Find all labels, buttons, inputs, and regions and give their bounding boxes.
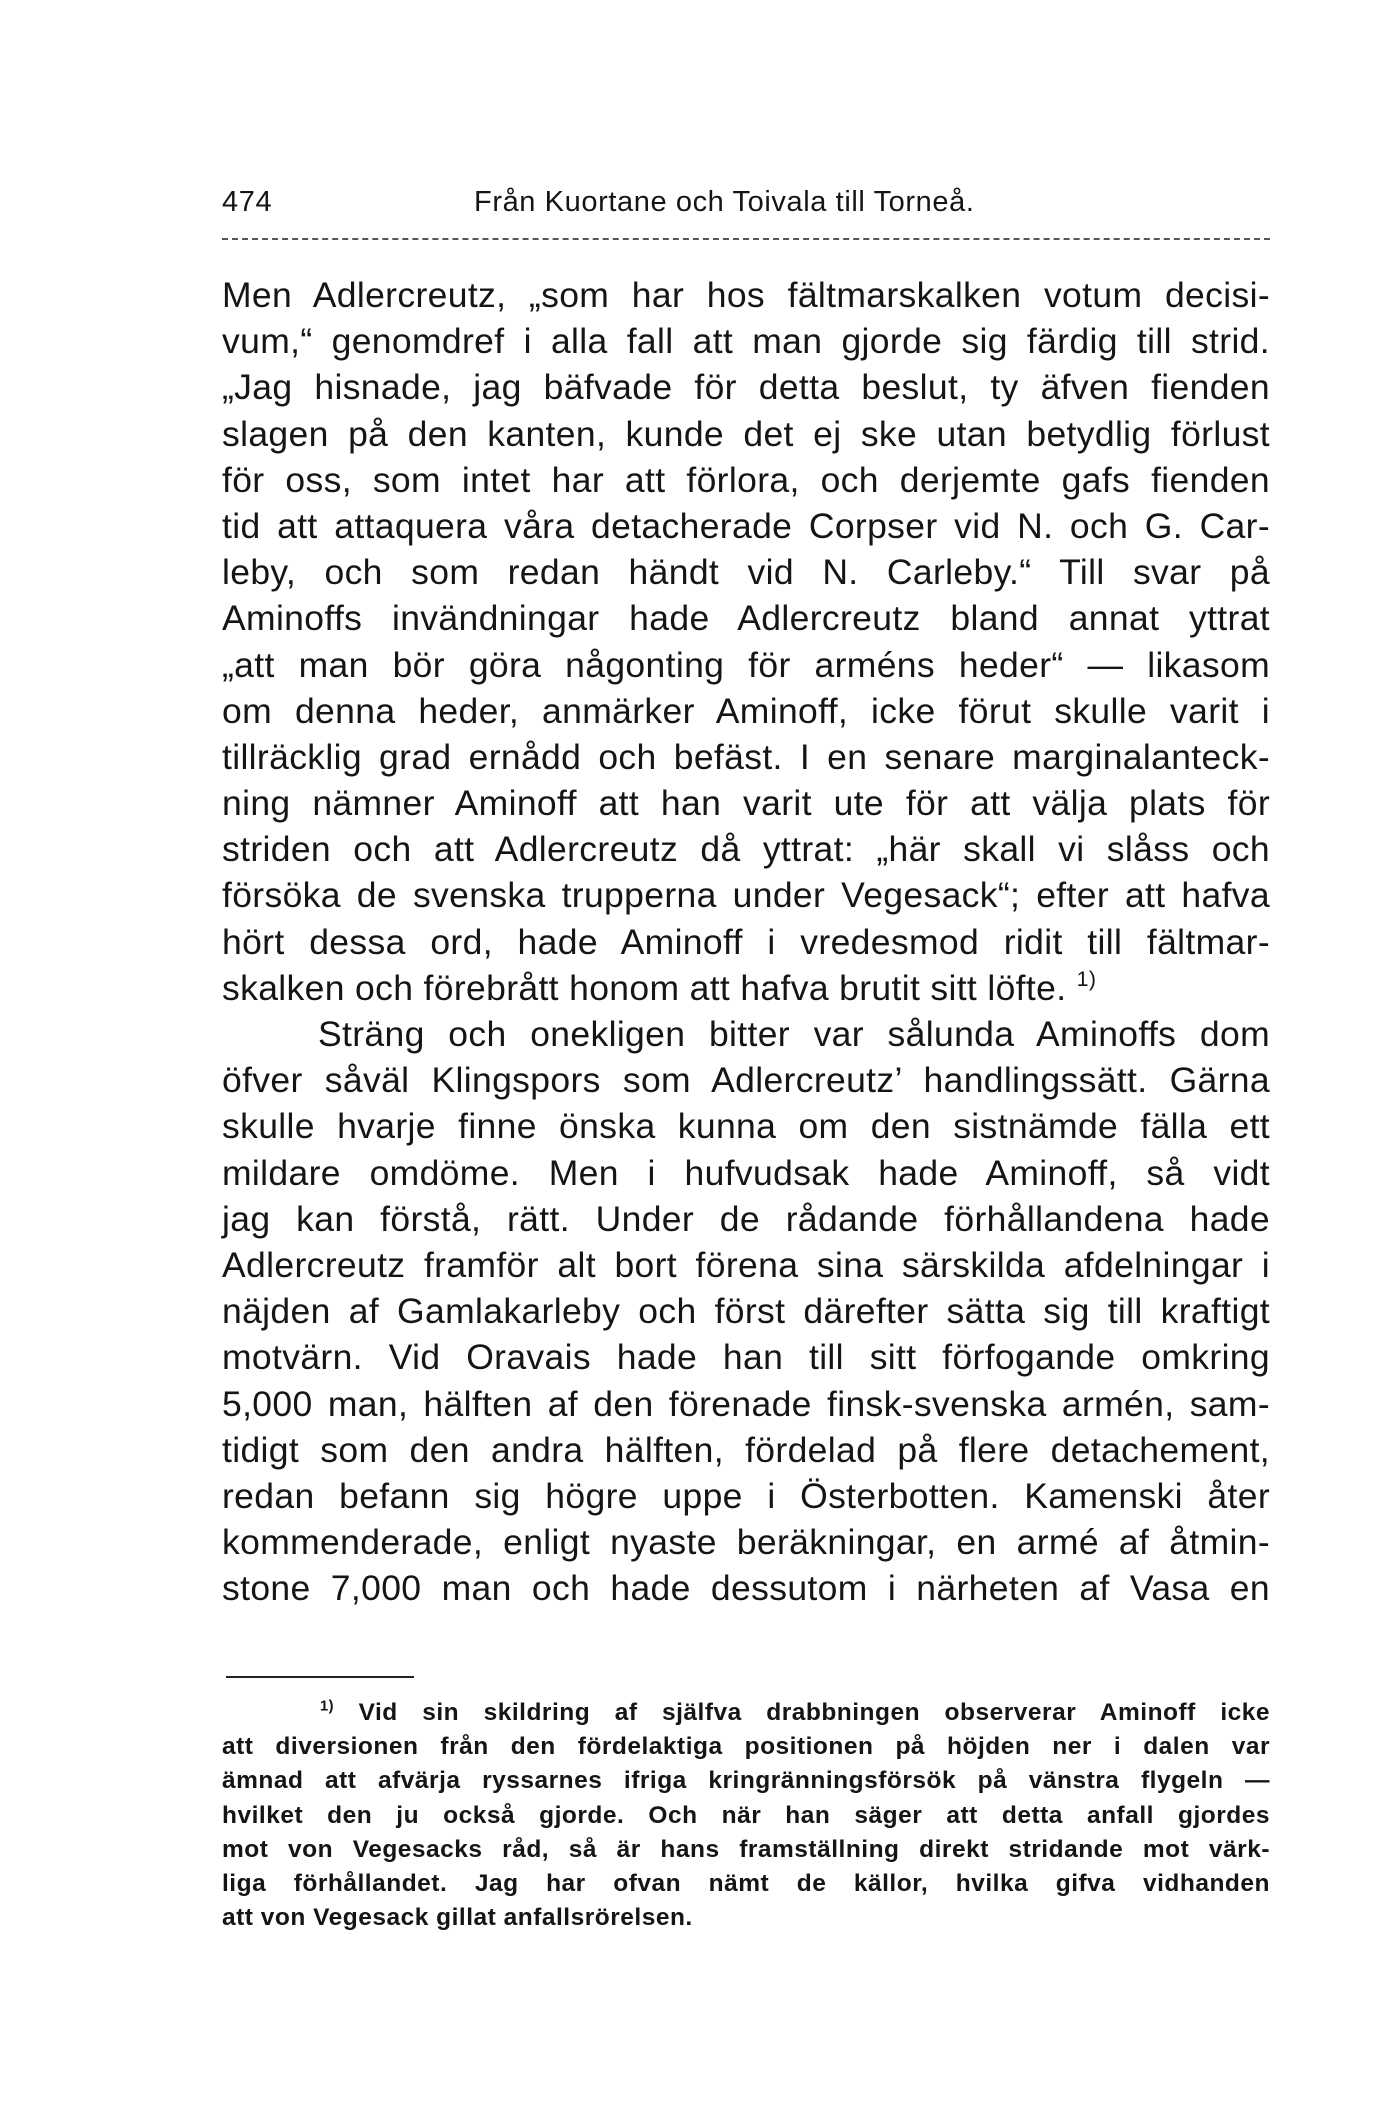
- page-number: 474: [222, 186, 273, 218]
- footnote-line: Vid sin skildring af själfva drabbningen observerar Aminoff icke: [358, 1699, 1271, 1726]
- text-line: slagen på den kanten, kunde det ej ske utan betydlig förlust: [222, 413, 1270, 454]
- text-line: skulle hvarje finne önska kunna om den sistnämde fälla ett: [222, 1106, 1270, 1147]
- text-line: tidigt som den andra hälften, fördelad på flere detachement,: [222, 1429, 1270, 1470]
- text-line: kommenderade, enligt nyaste beräkningar, en armé af åtmin-: [222, 1522, 1270, 1563]
- main-text: [222, 272, 1270, 1611]
- text-line: öfver såväl Klingspors som Adlercreutz’ handlingssätt. Gärna: [222, 1060, 1270, 1101]
- footnote: [222, 1696, 1270, 1935]
- text-line: vum,“ genomdref i alla fall att man gjorde sig färdig till strid.: [222, 321, 1270, 362]
- text-line: redan befann sig högre uppe i Österbotten. Kamenski åter: [222, 1475, 1270, 1516]
- text-line: „att man bör göra någonting för arméns heder“ — likasom: [222, 644, 1270, 685]
- footnote-line: att diversionen från den fördelaktiga positionen på höjden ner i dalen var: [222, 1733, 1270, 1761]
- text-line: stone 7,000 man och hade dessutom i närheten af Vasa en: [222, 1568, 1270, 1609]
- text-line: „Jag hisnade, jag bäfvade för detta beslut, ty äfven fienden: [222, 367, 1270, 408]
- footnote-line: mot von Vegesacks råd, så är hans framställning direkt stridande mot värk-: [222, 1835, 1270, 1863]
- text-line: ning nämner Aminoff att han varit ute för att välja plats för: [222, 783, 1270, 824]
- running-title: Från Kuortane och Toivala till Torneå.: [474, 186, 975, 218]
- text-line: leby, och som redan händt vid N. Carleby.“ Till svar på: [222, 552, 1270, 593]
- text-line: striden och att Adlercreutz då yttrat: „här skall vi slåss och: [222, 829, 1270, 870]
- footnote-reference: 1): [1076, 966, 1097, 991]
- footnote-marker: 1): [320, 1698, 335, 1715]
- text-line: Aminoffs invändningar hade Adlercreutz bland annat yttrat: [222, 598, 1270, 639]
- text-line: 5,000 man, hälften af den förenade finsk-svenska armén, sam-: [222, 1383, 1270, 1424]
- text-line: tillräcklig grad ernådd och befäst. I en senare marginalanteck-: [222, 736, 1270, 777]
- text-line: jag kan förstå, rätt. Under de rådande förhållandena hade: [222, 1198, 1270, 1239]
- text-line: mildare omdöme. Men i hufvudsak hade Aminoff, så vidt: [222, 1152, 1270, 1193]
- text-line: om denna heder, anmärker Aminoff, icke förut skulle varit i: [222, 690, 1270, 731]
- text-line: försöka de svenska trupperna under Vegesack“; efter att hafva: [222, 875, 1270, 916]
- footnote-line: hvilket den ju också gjorde. Och när han säger att detta anfall gjordes: [222, 1801, 1270, 1829]
- footnote-line: ämnad att afvärja ryssarnes ifriga kringränningsförsök på vänstra flygeln —: [222, 1767, 1270, 1795]
- text-line: Men Adlercreutz, „som har hos fältmarskalken votum decisi-: [222, 275, 1270, 315]
- text-line: Adlercreutz framför alt bort förena sina särskilda afdelningar i: [222, 1244, 1270, 1285]
- text-line: för oss, som intet har att förlora, och derjemte gafs fienden: [222, 459, 1270, 500]
- footnote-line: att von Vegesack gillat anfallsrörelsen.: [222, 1904, 693, 1932]
- footnote-first-line: [222, 1696, 1270, 1730]
- text-line-with-note: [222, 965, 1270, 1011]
- text-line: skalken och förebrått honom att hafva brutit sitt löfte.: [222, 967, 1067, 1008]
- paragraph-start-line: Sträng och onekligen bitter var sålunda Aminoffs dom: [318, 1014, 1270, 1054]
- text-line: näjden af Gamlakarleby och först därefter sätta sig till kraftigt: [222, 1291, 1270, 1332]
- text-line: hört dessa ord, hade Aminoff i vredesmod ridit till fältmar-: [222, 921, 1270, 962]
- header-divider: [222, 238, 1270, 240]
- footnote-line: liga förhållandet. Jag har ofvan nämt de källor, hvilka gifva vidhanden: [222, 1869, 1270, 1897]
- footnote-divider: [226, 1676, 414, 1678]
- text-line: motvärn. Vid Oravais hade han till sitt förfogande omkring: [222, 1337, 1270, 1378]
- text-line: tid att attaquera våra detacherade Corpser vid N. och G. Car-: [222, 505, 1270, 546]
